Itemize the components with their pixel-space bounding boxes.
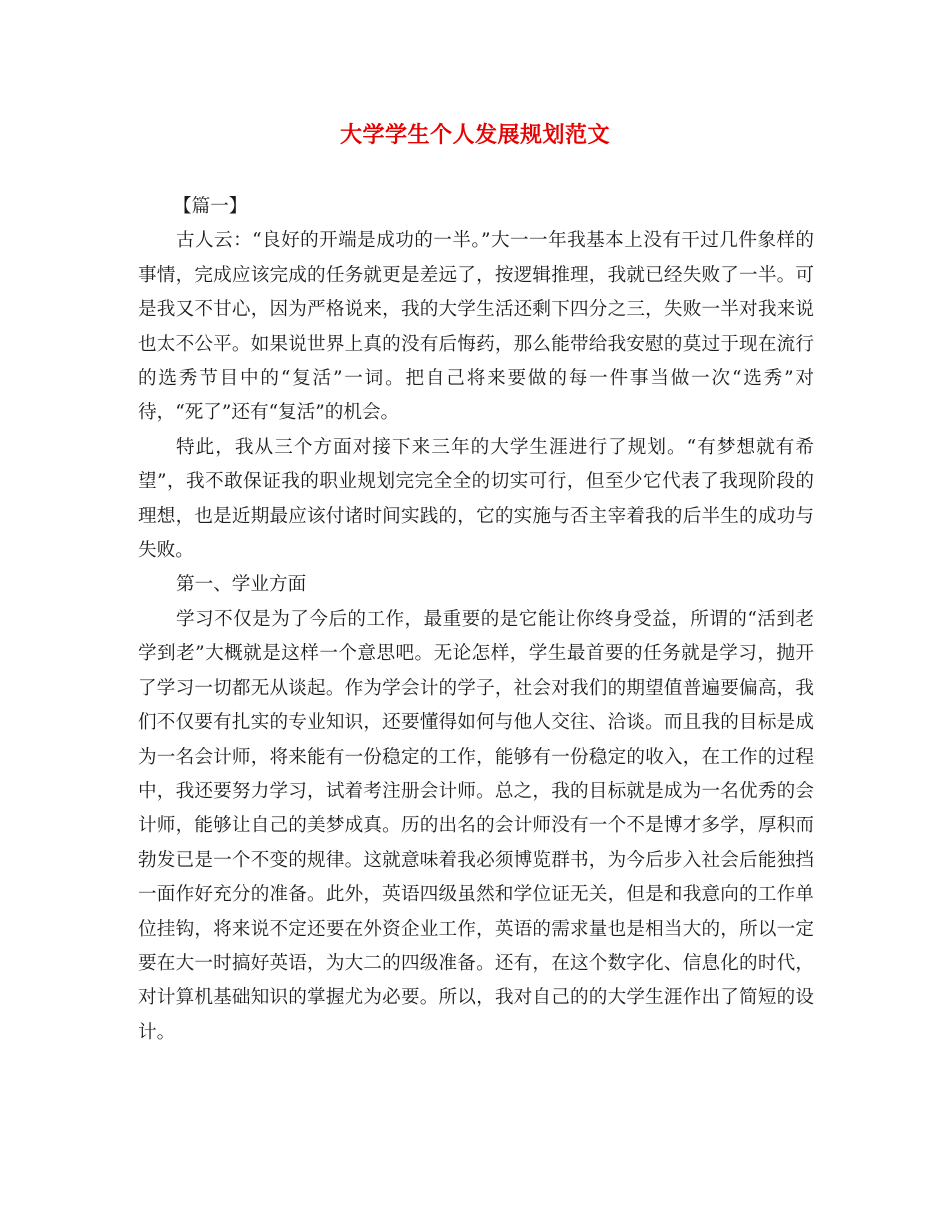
paragraph-plan: 特此，我从三个方面对接下来三年的大学生涯进行了规划。“有梦想就有希望”，我不敢保证我的职业规划完完全全的切实可行，但至少它代表了我现阶段的理想，也是近期最应该付诸时间实践的，它的实施与否主宰着我的后半生的成功与失败。 <box>138 436 814 562</box>
paragraph-intro: 古人云：“良好的开端是成功的一半。”大一一年我基本上没有干过几件象样的事情，完成应该完成的任务就更是差远了，按逻辑推理，我就已经失败了一半。可是我又不甘心，因为严格说来，我的大学生活还剩下四分之三，失败一半对我来说也太不公平。如果说世界上真的没有后悔药，那么能带给我安慰的莫过于现在流行的选秀节目中的“复活”一词。把自己将来要做的每一件事当做一次“选秀”对待，“死了”还有“复活”的机会。 <box>138 230 814 424</box>
subheading-academics: 第一、学业方面 <box>176 574 307 596</box>
paragraph-academics: 学习不仅是为了今后的工作，最重要的是它能让你终身受益，所谓的“活到老学到老”大概就是这样一个意思吧。无论怎样，学生最首要的任务就是学习，抛开了学习一切都无从谈起。作为学会计的学子，社会对我们的期望值普遍要偏高，我们不仅要有扎实的专业知识，还要懂得如何与他人交往、洽谈。而且我的目标是成为一名会计师，将来能有一份稳定的工作，能够有一份稳定的收入，在工作的过程中，我还要努力学习，试着考注册会计师。总之，我的目标就是成为一名优秀的会计师，能够让自己的美梦成真。历的出名的会计师没有一个不是博才多学，厚积而勃发已是一个不变的规律。这就意味着我必须博览群书，为今后步入社会后能独挡一面作好充分的准备。此外，英语四级虽然和学位证无关，但是和我意向的工作单位挂钩，将来说不定还要在外资企业工作，英语的需求量也是相当大的，所以一定要在大一时搞好英语，为大二的四级准备。还有，在这个数字化、信息化的时代，对计算机基础知识的掌握尤为必要。所以，我对自己的的大学生涯作出了简短的设计。 <box>138 608 814 1043</box>
document-title: 大学学生个人发展规划范文 <box>339 123 610 148</box>
document-body <box>138 190 814 1050</box>
section-label: 【篇一】 <box>173 196 248 217</box>
